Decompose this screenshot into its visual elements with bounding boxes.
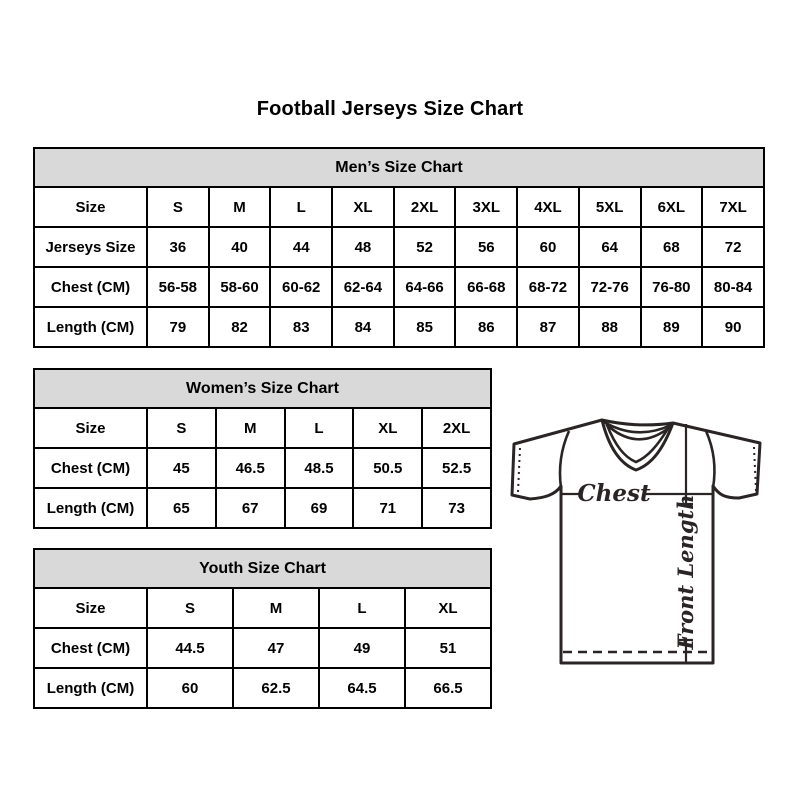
size-value-cell: 80-84 bbox=[702, 267, 764, 307]
table-row bbox=[34, 588, 491, 628]
size-value-cell: 66-68 bbox=[455, 267, 517, 307]
size-value-cell: XL bbox=[353, 408, 422, 448]
row-label: Length (CM) bbox=[34, 307, 147, 347]
size-value-cell: 79 bbox=[147, 307, 209, 347]
size-value-cell: 5XL bbox=[579, 187, 641, 227]
size-value-cell: 73 bbox=[422, 488, 491, 528]
womens-size-table bbox=[33, 368, 492, 529]
size-value-cell: 71 bbox=[353, 488, 422, 528]
size-value-cell: 44 bbox=[270, 227, 332, 267]
size-value-cell: S bbox=[147, 408, 216, 448]
size-value-cell: 65 bbox=[147, 488, 216, 528]
size-value-cell: 88 bbox=[579, 307, 641, 347]
youth-size-chart-table-container bbox=[33, 548, 492, 709]
size-value-cell: M bbox=[216, 408, 285, 448]
size-value-cell: 64 bbox=[579, 227, 641, 267]
size-value-cell: S bbox=[147, 187, 209, 227]
size-value-cell: 84 bbox=[332, 307, 394, 347]
womens-size-chart-table-container bbox=[33, 368, 492, 529]
youth-table-title: Youth Size Chart bbox=[34, 549, 491, 588]
size-value-cell: 68-72 bbox=[517, 267, 579, 307]
size-value-cell: L bbox=[285, 408, 354, 448]
size-value-cell: 72-76 bbox=[579, 267, 641, 307]
row-label: Jerseys Size bbox=[34, 227, 147, 267]
row-label: Length (CM) bbox=[34, 668, 147, 708]
row-label: Size bbox=[34, 187, 147, 227]
size-value-cell: 47 bbox=[233, 628, 319, 668]
chest-label: Chest bbox=[577, 480, 651, 507]
row-label: Chest (CM) bbox=[34, 628, 147, 668]
size-value-cell: 60-62 bbox=[270, 267, 332, 307]
mens-size-table bbox=[33, 147, 765, 348]
size-value-cell: 48.5 bbox=[285, 448, 354, 488]
size-value-cell: 44.5 bbox=[147, 628, 233, 668]
size-value-cell: 66.5 bbox=[405, 668, 491, 708]
size-value-cell: XL bbox=[332, 187, 394, 227]
jersey-diagram-svg bbox=[500, 400, 780, 680]
size-value-cell: 51 bbox=[405, 628, 491, 668]
size-value-cell: 45 bbox=[147, 448, 216, 488]
size-value-cell: 60 bbox=[517, 227, 579, 267]
size-value-cell: 46.5 bbox=[216, 448, 285, 488]
womens-table-title: Women’s Size Chart bbox=[34, 369, 491, 408]
size-value-cell: 76-80 bbox=[641, 267, 703, 307]
size-value-cell: 67 bbox=[216, 488, 285, 528]
size-value-cell: 52 bbox=[394, 227, 456, 267]
table-row bbox=[34, 448, 491, 488]
size-value-cell: 62.5 bbox=[233, 668, 319, 708]
mens-table-title: Men’s Size Chart bbox=[34, 148, 764, 187]
youth-size-table bbox=[33, 548, 492, 709]
table-row bbox=[34, 668, 491, 708]
size-value-cell: 86 bbox=[455, 307, 517, 347]
row-label: Size bbox=[34, 588, 147, 628]
size-value-cell: 87 bbox=[517, 307, 579, 347]
size-value-cell: S bbox=[147, 588, 233, 628]
size-value-cell: 40 bbox=[209, 227, 271, 267]
size-value-cell: 64-66 bbox=[394, 267, 456, 307]
size-value-cell: L bbox=[319, 588, 405, 628]
table-row bbox=[34, 267, 764, 307]
row-label: Chest (CM) bbox=[34, 448, 147, 488]
size-value-cell: 49 bbox=[319, 628, 405, 668]
size-value-cell: 56-58 bbox=[147, 267, 209, 307]
jersey-outline bbox=[512, 420, 760, 663]
size-value-cell: 89 bbox=[641, 307, 703, 347]
table-row bbox=[34, 488, 491, 528]
row-label: Size bbox=[34, 408, 147, 448]
size-value-cell: 52.5 bbox=[422, 448, 491, 488]
jersey-measurement-diagram bbox=[500, 400, 780, 680]
size-value-cell: 6XL bbox=[641, 187, 703, 227]
size-value-cell: 62-64 bbox=[332, 267, 394, 307]
size-value-cell: 85 bbox=[394, 307, 456, 347]
table-row bbox=[34, 187, 764, 227]
size-value-cell: 4XL bbox=[517, 187, 579, 227]
size-value-cell: 90 bbox=[702, 307, 764, 347]
table-row bbox=[34, 628, 491, 668]
table-row bbox=[34, 408, 491, 448]
size-value-cell: 82 bbox=[209, 307, 271, 347]
size-value-cell: 48 bbox=[332, 227, 394, 267]
table-row bbox=[34, 307, 764, 347]
size-value-cell: 60 bbox=[147, 668, 233, 708]
size-value-cell: 69 bbox=[285, 488, 354, 528]
size-value-cell: 68 bbox=[641, 227, 703, 267]
size-value-cell: 58-60 bbox=[209, 267, 271, 307]
page-title: Football Jerseys Size Chart bbox=[256, 98, 524, 120]
size-value-cell: 2XL bbox=[422, 408, 491, 448]
size-value-cell: XL bbox=[405, 588, 491, 628]
row-label: Length (CM) bbox=[34, 488, 147, 528]
size-value-cell: 56 bbox=[455, 227, 517, 267]
size-value-cell: 7XL bbox=[702, 187, 764, 227]
size-value-cell: 2XL bbox=[394, 187, 456, 227]
size-value-cell: 50.5 bbox=[353, 448, 422, 488]
front-length-label: Front Length bbox=[673, 494, 698, 650]
size-value-cell: 64.5 bbox=[319, 668, 405, 708]
size-value-cell: M bbox=[209, 187, 271, 227]
row-label: Chest (CM) bbox=[34, 267, 147, 307]
size-value-cell: 36 bbox=[147, 227, 209, 267]
size-value-cell: 3XL bbox=[455, 187, 517, 227]
size-value-cell: 72 bbox=[702, 227, 764, 267]
size-value-cell: 83 bbox=[270, 307, 332, 347]
table-row bbox=[34, 227, 764, 267]
size-value-cell: L bbox=[270, 187, 332, 227]
size-value-cell: M bbox=[233, 588, 319, 628]
mens-size-chart-table-container bbox=[33, 147, 765, 348]
